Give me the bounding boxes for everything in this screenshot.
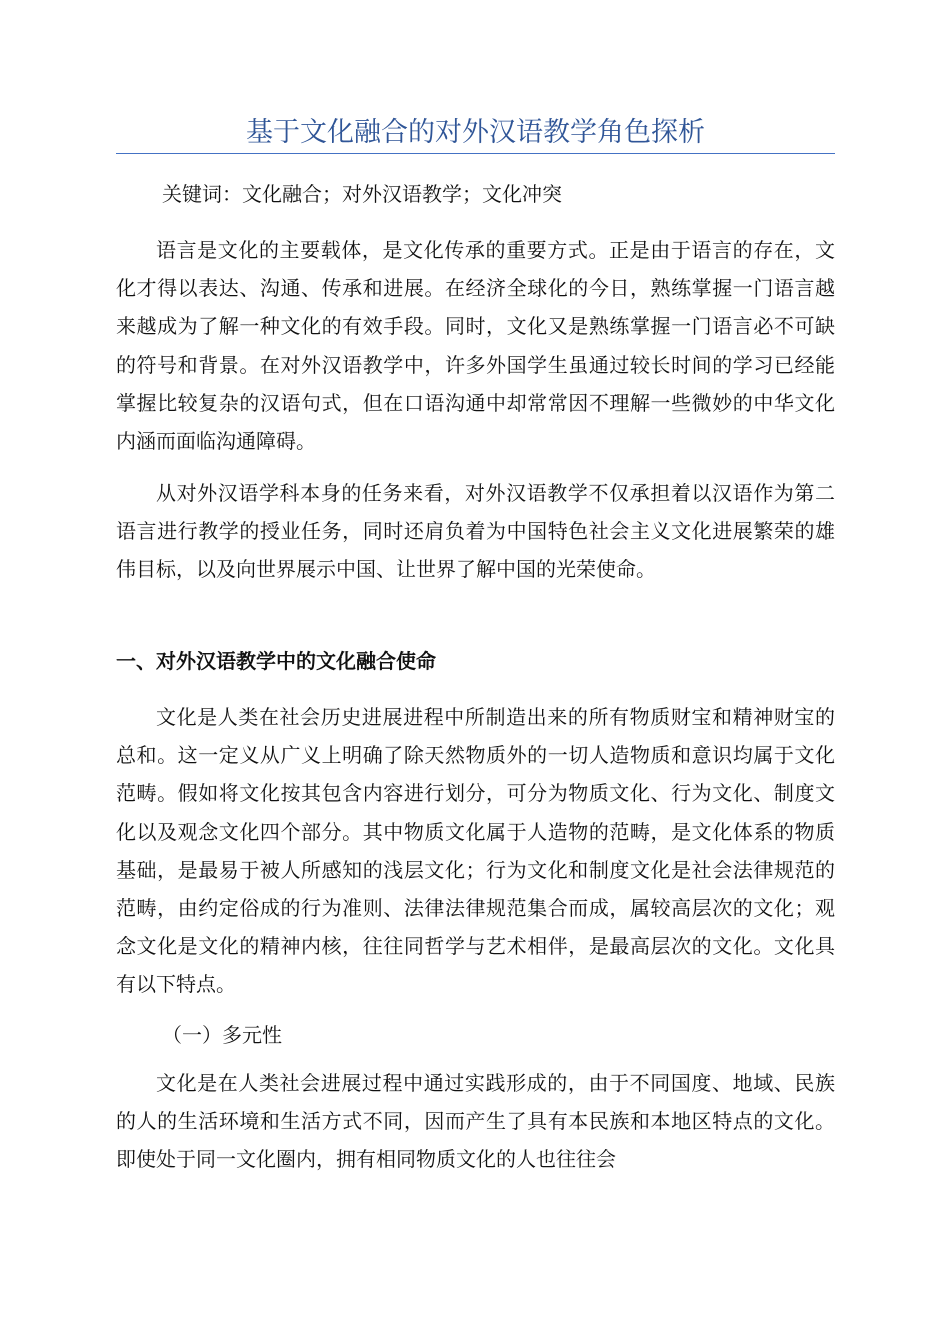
paragraph-diversity: 文化是在人类社会进展过程中通过实践形成的，由于不同国度、地域、民族的人的生活环境和生活方式不同，因而产生了具有本民族和本地区特点的文化。即使处于同一文化圈内，拥有相同物质文化的人也往往会 (116, 1071, 835, 1172)
keywords-line: 关键词：文化融合；对外汉语教学；文化冲突 (162, 182, 562, 206)
paragraph-task: 从对外汉语学科本身的任务来看，对外汉语教学不仅承担着以汉语作为第二语言进行教学的授业任务，同时还肩负着为中国特色社会主义文化进展繁荣的雄伟目标，以及向世界展示中国、让世界了解中国的光荣使命。 (116, 481, 835, 582)
document-title: 基于文化融合的对外汉语教学角色探析 (246, 117, 705, 148)
paragraph-intro: 语言是文化的主要载体，是文化传承的重要方式。正是由于语言的存在，文化才得以表达、沟通、传承和进展。在经济全球化的今日，熟练掌握一门语言越来越成为了解一种文化的有效手段。同时，文化又是熟练掌握一门语言必不可缺的符号和背景。在对外汉语教学中，许多外国学生虽通过较长时间的学习已经能掌握比较复杂的汉语句式，但在口语沟通中却常常因不理解一些微妙的中华文化内涵而面临沟通障碍。 (116, 238, 835, 454)
title-underline (116, 153, 835, 154)
subsection-heading: （一）多元性 (162, 1023, 282, 1047)
paragraph-culture-definition: 文化是人类在社会历史进展进程中所制造出来的所有物质财宝和精神财宝的总和。这一定义从广义上明确了除天然物质外的一切人造物质和意识均属于文化范畴。假如将文化按其包含内容进行划分，可分为物质文化、行为文化、制度文化以及观念文化四个部分。其中物质文化属于人造物的范畴，是文化体系的物质基础，是最易于被人所感知的浅层文化；行为文化和制度文化是社会法律规范的范畴，由约定俗成的行为准则、法律法律规范集合而成，属较高层次的文化；观念文化是文化的精神内核，往往同哲学与艺术相伴，是最高层次的文化。文化具有以下特点。 (116, 705, 835, 997)
section-heading: 一、对外汉语教学中的文化融合使命 (116, 649, 436, 673)
